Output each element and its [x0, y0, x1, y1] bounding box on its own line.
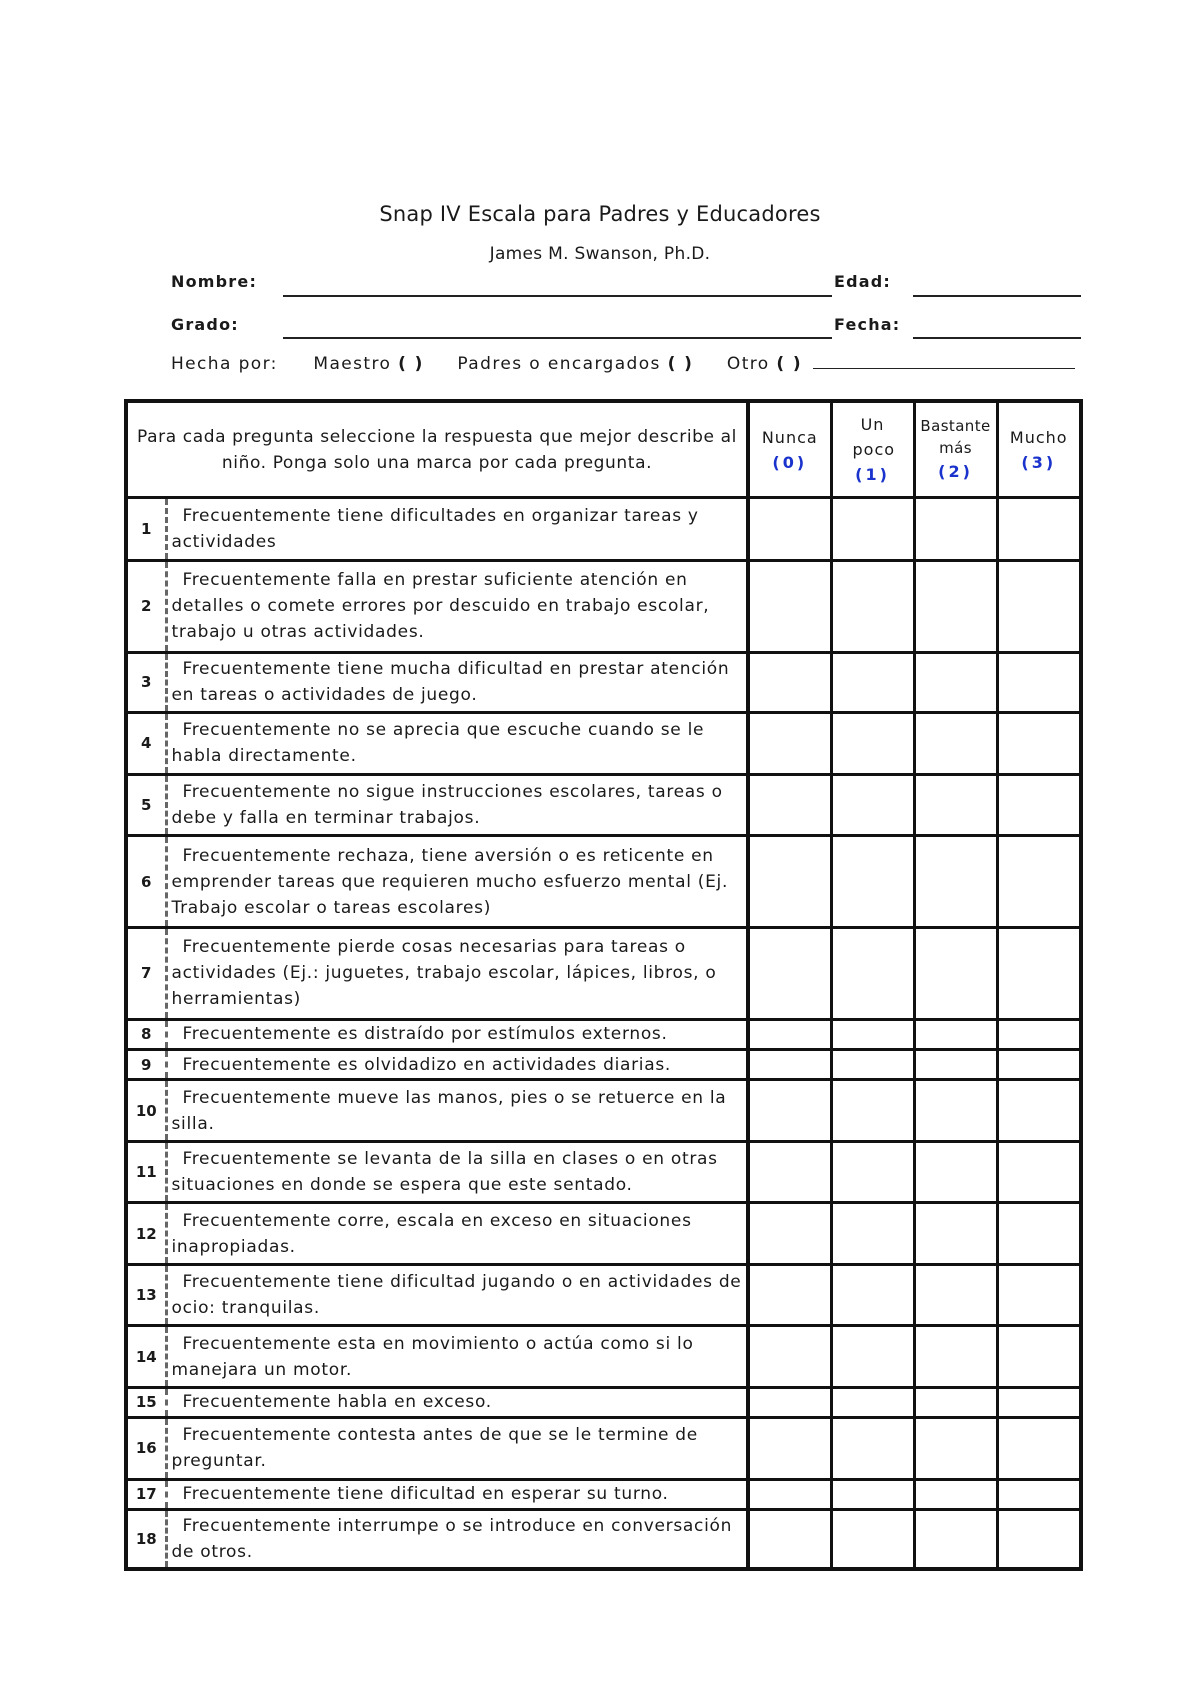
fecha-label: Fecha: [834, 315, 901, 334]
item-number: 8 [126, 1019, 166, 1049]
answer-box-bastante-mas[interactable] [914, 1264, 997, 1326]
item-text [166, 1141, 748, 1203]
item-text [166, 1326, 748, 1388]
answer-box-mucho[interactable] [997, 927, 1081, 1019]
hecha-por-row [171, 354, 1075, 374]
table-row [126, 1509, 1081, 1569]
answer-box-bastante-mas[interactable] [914, 1479, 997, 1509]
padres-label: Padres o encargados [457, 354, 661, 374]
item-text-content: Frecuentemente es distraído por estímulos externos. [182, 1024, 668, 1045]
answer-box-mucho[interactable] [997, 713, 1081, 775]
item-text [166, 1418, 748, 1480]
option-label: Nunca [761, 427, 818, 447]
item-text [166, 774, 748, 836]
item-text-content: Frecuentemente mueve las manos, pies o se retuerce en la silla. [171, 1087, 727, 1134]
table-row [126, 836, 1081, 928]
answer-box-mucho[interactable] [997, 1019, 1081, 1049]
table-row [126, 1479, 1081, 1509]
item-text-content: Frecuentemente habla en exceso. [182, 1392, 492, 1413]
answer-box-bastante-mas[interactable] [914, 498, 997, 561]
answer-box-nunca[interactable] [748, 1326, 831, 1388]
grado-field[interactable] [283, 337, 832, 339]
table-row [126, 1264, 1081, 1326]
item-number: 1 [126, 498, 166, 561]
item-number: 5 [126, 774, 166, 836]
grado-label: Grado: [171, 315, 239, 334]
edad-label: Edad: [834, 272, 892, 291]
item-number: 3 [126, 652, 166, 713]
answer-box-bastante-mas[interactable] [914, 1387, 997, 1417]
answer-box-nunca[interactable] [748, 927, 831, 1019]
option-label: Mucho [1009, 427, 1068, 447]
answer-box-un-poco[interactable] [831, 1203, 914, 1265]
item-number: 14 [126, 1326, 166, 1388]
answer-box-nunca[interactable] [748, 1479, 831, 1509]
item-text [166, 1203, 748, 1265]
answer-box-un-poco[interactable] [831, 927, 914, 1019]
answer-box-mucho[interactable] [997, 652, 1081, 713]
option-value: (1) [855, 465, 890, 485]
answer-box-un-poco[interactable] [831, 1509, 914, 1569]
answer-box-mucho[interactable] [997, 774, 1081, 836]
item-text [166, 836, 748, 928]
answer-box-un-poco[interactable] [831, 713, 914, 775]
answer-box-mucho[interactable] [997, 1326, 1081, 1388]
answer-box-bastante-mas[interactable] [914, 1141, 997, 1203]
item-text-content: Frecuentemente corre, escala en exceso en situaciones inapropiadas. [171, 1210, 692, 1257]
answer-box-mucho[interactable] [997, 1387, 1081, 1417]
answer-box-nunca[interactable] [748, 1264, 831, 1326]
form-title: Snap IV Escala para Padres y Educadores [379, 202, 821, 226]
answer-box-mucho[interactable] [997, 1479, 1081, 1509]
answer-box-bastante-mas[interactable] [914, 1326, 997, 1388]
item-text [166, 1019, 748, 1049]
item-text [166, 652, 748, 713]
answer-box-un-poco[interactable] [831, 652, 914, 713]
item-text [166, 1479, 748, 1509]
instructions-cell: Para cada pregunta seleccione la respuesta que mejor describe al niño. Ponga solo una marca por cada pregunta. [126, 401, 748, 498]
item-text [166, 498, 748, 561]
nombre-field[interactable] [283, 295, 832, 297]
table-header [126, 401, 1081, 498]
item-text-content: Frecuentemente tiene dificultades en organizar tareas y actividades [171, 506, 699, 553]
otro-label: Otro [726, 354, 770, 374]
answer-box-un-poco[interactable] [831, 1418, 914, 1480]
table-row [126, 1080, 1081, 1142]
table-row [126, 1418, 1081, 1480]
answer-box-mucho[interactable] [997, 1050, 1081, 1080]
answer-box-nunca[interactable] [748, 498, 831, 561]
edad-field[interactable] [913, 295, 1081, 297]
item-number: 10 [126, 1080, 166, 1142]
answer-box-nunca[interactable] [748, 1203, 831, 1265]
answer-box-bastante-mas[interactable] [914, 652, 997, 713]
table-row [126, 1387, 1081, 1417]
table-row [126, 774, 1081, 836]
option-header-bastante-mas [914, 401, 997, 498]
item-text-content: Frecuentemente es olvidadizo en actividades diarias. [182, 1054, 672, 1075]
item-number: 15 [126, 1387, 166, 1417]
item-text [166, 1050, 748, 1080]
answer-box-bastante-mas[interactable] [914, 1509, 997, 1569]
table-row [126, 1326, 1081, 1388]
form-author: James M. Swanson, Ph.D. [489, 244, 711, 264]
option-header-nunca [748, 401, 831, 498]
answer-box-nunca[interactable] [748, 1141, 831, 1203]
answer-box-nunca[interactable] [748, 713, 831, 775]
answer-box-nunca[interactable] [748, 1418, 831, 1480]
answer-box-bastante-mas[interactable] [914, 1050, 997, 1080]
item-text-content: Frecuentemente tiene mucha dificultad en prestar atención en tareas o actividades de juego. [171, 659, 730, 706]
item-number: 9 [126, 1050, 166, 1080]
item-text-content: Frecuentemente pierde cosas necesarias para tareas o actividades (Ej.: juguetes, trabajo escolar, lápices, libros, o herramientas) [171, 937, 717, 1010]
item-text [166, 1080, 748, 1142]
answer-box-nunca[interactable] [748, 1080, 831, 1142]
fecha-field[interactable] [913, 337, 1081, 339]
item-number: 6 [126, 836, 166, 928]
option-header-un-poco [831, 401, 914, 498]
option-label: Bastante más [920, 416, 991, 457]
answer-box-un-poco[interactable] [831, 836, 914, 928]
item-number: 12 [126, 1203, 166, 1265]
answer-box-mucho[interactable] [997, 836, 1081, 928]
item-text [166, 560, 748, 652]
option-label: Un poco [852, 415, 896, 460]
answer-box-un-poco[interactable] [831, 1387, 914, 1417]
hecha-por-label: Hecha por: [171, 354, 278, 374]
table-row [126, 1141, 1081, 1203]
answer-box-mucho[interactable] [997, 560, 1081, 652]
option-header-mucho [997, 401, 1081, 498]
answer-box-mucho[interactable] [997, 1080, 1081, 1142]
option-value: (3) [1021, 452, 1057, 472]
answer-box-bastante-mas[interactable] [914, 1203, 997, 1265]
answer-box-bastante-mas[interactable] [914, 836, 997, 928]
item-text-content: Frecuentemente falla en prestar suficiente atención en detalles o comete errores por descuido en trabajo escolar, trabajo u otras actividades. [171, 570, 710, 643]
answer-box-un-poco[interactable] [831, 498, 914, 561]
item-text-content: Frecuentemente no se aprecia que escuche cuando se le habla directamente. [171, 720, 705, 767]
answer-box-nunca[interactable] [748, 1509, 831, 1569]
answer-box-un-poco[interactable] [831, 1141, 914, 1203]
answer-box-nunca[interactable] [748, 774, 831, 836]
answer-box-bastante-mas[interactable] [914, 1019, 997, 1049]
item-number: 16 [126, 1418, 166, 1480]
answer-box-nunca[interactable] [748, 1387, 831, 1417]
answer-box-un-poco[interactable] [831, 1019, 914, 1049]
otro-checkbox[interactable]: ( ) [776, 354, 803, 374]
item-number: 2 [126, 560, 166, 652]
item-text-content: Frecuentemente se levanta de la silla en clases o en otras situaciones en donde se espera que este sentado. [171, 1149, 718, 1196]
item-text-content: Frecuentemente rechaza, tiene aversión o es reticente en emprender tareas que requieren mucho esfuerzo mental (Ej. Trabajo escolar o tareas escolares) [171, 845, 729, 918]
answer-box-un-poco[interactable] [831, 1080, 914, 1142]
table-row [126, 927, 1081, 1019]
answer-box-mucho[interactable] [997, 1509, 1081, 1569]
table-row [126, 652, 1081, 713]
item-text-content: Frecuentemente tiene dificultad en esperar su turno. [182, 1484, 669, 1505]
answer-box-un-poco[interactable] [831, 1326, 914, 1388]
answer-box-mucho[interactable] [997, 498, 1081, 561]
answer-box-mucho[interactable] [997, 1418, 1081, 1480]
item-text-content: Frecuentemente interrumpe o se introduce en conversación de otros. [171, 1515, 733, 1562]
answer-box-un-poco[interactable] [831, 774, 914, 836]
table-row [126, 1019, 1081, 1049]
answer-box-mucho[interactable] [997, 1264, 1081, 1326]
answer-box-nunca[interactable] [748, 652, 831, 713]
nombre-label: Nombre: [171, 272, 258, 291]
item-number: 7 [126, 927, 166, 1019]
table-row [126, 713, 1081, 775]
item-text-content: Frecuentemente no sigue instrucciones escolares, tareas o debe y falla en terminar trabajos. [171, 781, 723, 828]
answer-box-bastante-mas[interactable] [914, 774, 997, 836]
item-number: 17 [126, 1479, 166, 1509]
otro-field[interactable] [813, 367, 1075, 369]
table-row [126, 1050, 1081, 1080]
answer-box-bastante-mas[interactable] [914, 713, 997, 775]
item-number: 13 [126, 1264, 166, 1326]
answer-box-un-poco[interactable] [831, 1050, 914, 1080]
item-text-content: Frecuentemente contesta antes de que se le termine de preguntar. [171, 1425, 698, 1472]
answer-box-nunca[interactable] [748, 1050, 831, 1080]
table-row [126, 1203, 1081, 1265]
answer-box-nunca[interactable] [748, 1019, 831, 1049]
item-text-content: Frecuentemente esta en movimiento o actúa como si lo manejara un motor. [171, 1333, 694, 1380]
item-number: 4 [126, 713, 166, 775]
option-value: (0) [772, 452, 808, 472]
maestro-checkbox[interactable]: ( ) [398, 354, 424, 374]
answer-box-bastante-mas[interactable] [914, 560, 997, 652]
answer-box-un-poco[interactable] [831, 1479, 914, 1509]
item-number: 11 [126, 1141, 166, 1203]
answer-box-nunca[interactable] [748, 836, 831, 928]
answer-box-bastante-mas[interactable] [914, 927, 997, 1019]
item-number: 18 [126, 1509, 166, 1569]
table-row [126, 498, 1081, 561]
item-text [166, 927, 748, 1019]
item-text-content: Frecuentemente tiene dificultad jugando o en actividades de ocio: tranquilas. [171, 1272, 742, 1319]
answer-box-nunca[interactable] [748, 560, 831, 652]
answer-box-un-poco[interactable] [831, 1264, 914, 1326]
padres-checkbox[interactable]: ( ) [667, 354, 694, 374]
rating-table [124, 399, 1083, 1571]
table-row [126, 560, 1081, 652]
answer-box-bastante-mas[interactable] [914, 1080, 997, 1142]
answer-box-bastante-mas[interactable] [914, 1418, 997, 1480]
option-value: (2) [938, 461, 973, 481]
item-text [166, 1509, 748, 1569]
item-text [166, 1387, 748, 1417]
answer-box-mucho[interactable] [997, 1203, 1081, 1265]
answer-box-mucho[interactable] [997, 1141, 1081, 1203]
item-text [166, 1264, 748, 1326]
maestro-label: Maestro [313, 354, 392, 374]
answer-box-un-poco[interactable] [831, 560, 914, 652]
item-text [166, 713, 748, 775]
